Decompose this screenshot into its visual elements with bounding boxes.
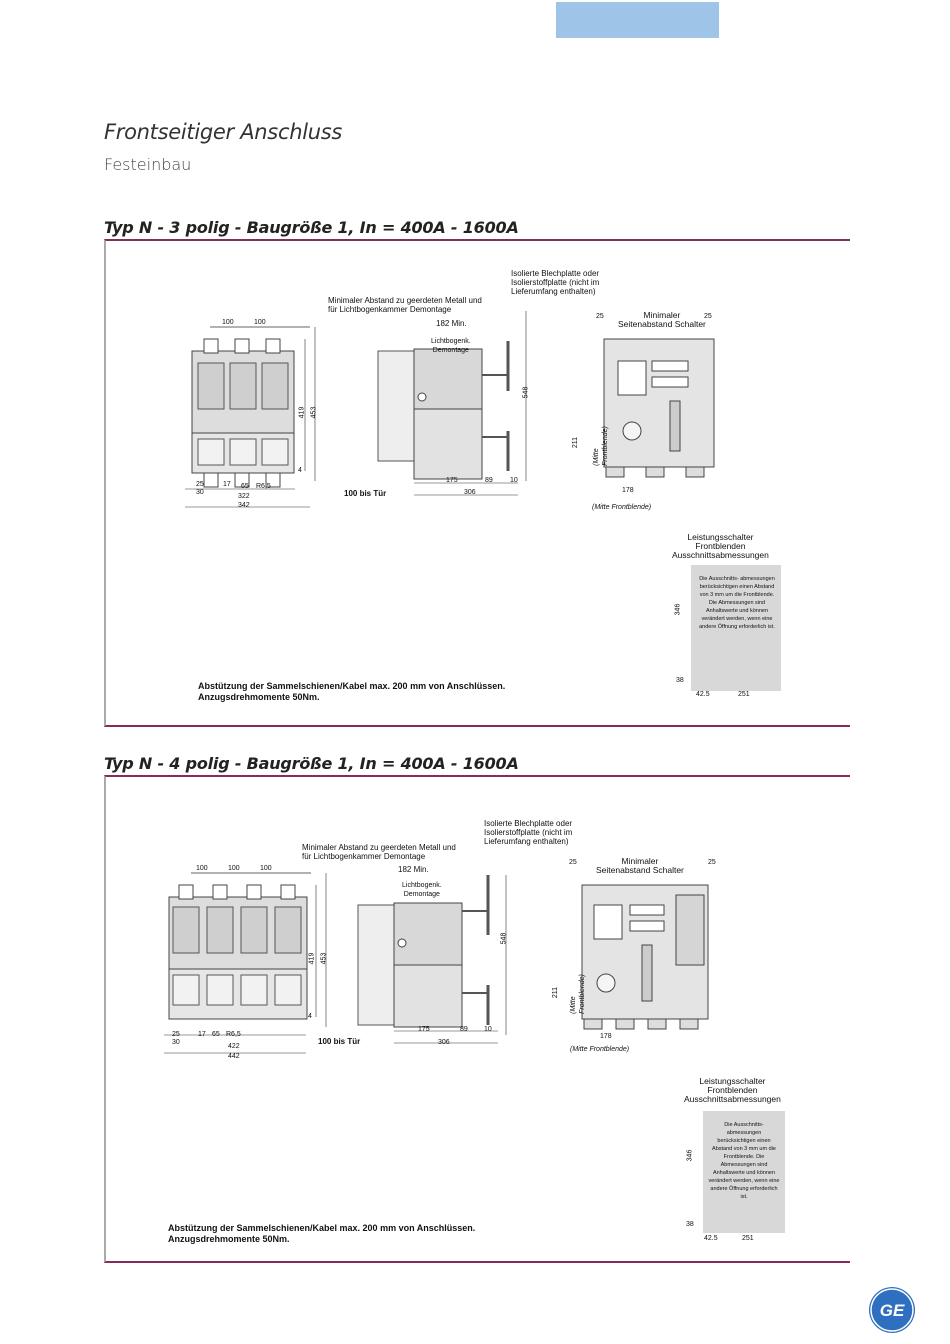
dim-width-42-4p: 42.5 — [704, 1235, 718, 1242]
breaker-front-4pole — [576, 875, 716, 1035]
label-door: 100 bis Tür — [344, 489, 387, 498]
dim-65: 65 — [241, 483, 249, 490]
dim-height-211: 211 — [572, 436, 580, 449]
ge-logo — [869, 1287, 915, 1333]
dim-pitch-1: 100 — [222, 319, 234, 326]
dim-width-178: 178 — [622, 487, 634, 494]
label-min-distance-4p: Minimaler Abstand zu geerdeten Metall und für Lichtbogenkammer Demontage — [302, 843, 456, 861]
dim-height-38: 38 — [676, 677, 684, 684]
label-insulated-plate: Isolierte Blechplatte oder Isolierstoffplatte (nicht im Lieferumfang enthalten) — [511, 269, 600, 296]
dim-radius-4p: R6,5 — [226, 1031, 241, 1038]
side-view-4pole — [348, 875, 508, 1065]
support-note: Abstützung der Sammelschienen/Kabel max. 200 mm von Anschlüssen. Anzugsdrehmomente 50Nm. — [198, 681, 506, 702]
section-title-3pole: Typ N - 3 polig - Baugröße 1, In = 400A - 1600A — [104, 218, 519, 237]
dim-175-4p: 175 — [418, 1026, 430, 1033]
dim-radius: R6,5 — [256, 483, 271, 490]
ge-logo-mark — [869, 1287, 915, 1333]
label-door-4p: 100 bis Tür — [318, 1037, 361, 1046]
dim-height-346-4p: 346 — [686, 1149, 694, 1162]
cutout-note-4p: Die Ausschnitts- abmessungen berücksichtigen einen Abstand von 3 mm um die Frontblende. Die Abmessungen sind Anhaltswerte und können verändert werden, wenn eine andere Öffnung erforderlich ist. — [708, 1122, 780, 1200]
label-mitte-vertical-4p: (Mitte Frontblende) — [569, 974, 586, 1014]
dim-width-251-4p: 251 — [742, 1235, 754, 1242]
section-title-4pole: Typ N - 4 polig - Baugröße 1, In = 400A - 1600A — [104, 754, 519, 773]
dim-height-346: 346 — [674, 603, 682, 616]
dim-height-419-4p: 419 — [308, 952, 316, 965]
front-view-4pole — [161, 867, 331, 1057]
cutout-panel — [691, 565, 781, 691]
dim-height-548-4p: 548 — [500, 932, 508, 945]
label-min-value: 182 Min. — [436, 319, 467, 328]
dim-175: 175 — [446, 477, 458, 484]
dim-17-4p: 17 — [198, 1031, 206, 1038]
dim-pitch-1-4p: 100 — [196, 865, 208, 872]
dim-306-4p: 306 — [438, 1039, 450, 1046]
label-side-distance-4p: Minimaler Seitenabstand Schalter — [596, 856, 684, 875]
dim-89-4p: 89 — [460, 1026, 468, 1033]
dim-width-inner: 322 — [238, 493, 250, 500]
label-arc-chamber: Lichtbogenk. Demontage — [431, 338, 471, 354]
header-accent-bar — [556, 2, 719, 38]
dim-pitch-2-4p: 100 — [228, 865, 240, 872]
drawing-frame-4pole — [104, 775, 850, 1263]
dim-width-outer: 342 — [238, 502, 250, 509]
dim-pitch-3-4p: 100 — [260, 865, 272, 872]
dim-side-25b-4p: 25 — [708, 859, 716, 866]
label-insulated-plate-4p: Isolierte Blechplatte oder Isolierstoffplatte (nicht im Lieferumfang enthalten) — [484, 819, 573, 846]
ge-logo-text: GE — [879, 1301, 905, 1320]
dim-10-4p: 10 — [484, 1026, 492, 1033]
dim-height-38-4p: 38 — [686, 1221, 694, 1228]
dim-width-178-4p: 178 — [600, 1033, 612, 1040]
dim-height-453: 453 — [310, 406, 318, 419]
cutout-note: Die Ausschnitts- abmessungen berücksichtigen einen Abstand von 3 mm um die Frontblende. Die Abmessungen sind Anhaltswerte und können verändert werden, wenn eine andere Öffnung erforderlich ist. — [699, 576, 775, 630]
dim-89: 89 — [485, 477, 493, 484]
label-side-distance: Minimaler Seitenabstand Schalter — [618, 310, 706, 329]
label-arc-chamber-4p: Lichtbogenk. Demontage — [402, 882, 442, 898]
dim-width-inner-4p: 422 — [228, 1043, 240, 1050]
label-mitte-vertical: (Mitte Frontblende) — [592, 426, 609, 466]
dim-width-outer-4p: 442 — [228, 1053, 240, 1060]
dim-65-4p: 65 — [212, 1031, 220, 1038]
dim-height-548: 548 — [522, 386, 530, 399]
dim-width-42: 42.5 — [696, 691, 710, 698]
label-mitte-bottom-4p: (Mitte Frontblende) — [570, 1046, 630, 1053]
page-title: Frontseitiger Anschluss — [104, 120, 343, 144]
page-subtitle: Festeinbau — [104, 155, 192, 174]
label-mitte-bottom: (Mitte Frontblende) — [592, 504, 652, 511]
label-cutout-title: Leistungsschalter Frontblenden Ausschnittsabmessungen — [672, 532, 769, 560]
drawing-frame-3pole — [104, 239, 850, 727]
dim-10: 10 — [510, 477, 518, 484]
dim-side-25a: 25 — [596, 313, 604, 320]
dim-height-453-4p: 453 — [320, 952, 328, 965]
label-cutout-title-4p: Leistungsschalter Frontblenden Ausschnittsabmessungen — [684, 1076, 781, 1104]
cutout-panel-4p — [703, 1111, 785, 1233]
dim-side-25b: 25 — [704, 313, 712, 320]
support-note-4p: Abstützung der Sammelschienen/Kabel max. 200 mm von Anschlüssen. Anzugsdrehmomente 50Nm. — [168, 1223, 476, 1244]
dim-height-211-4p: 211 — [552, 986, 560, 999]
dim-30: 30 — [196, 489, 204, 496]
dim-pitch-2: 100 — [254, 319, 266, 326]
dim-side-25a-4p: 25 — [569, 859, 577, 866]
breaker-front-3pole — [596, 321, 726, 481]
label-min-distance: Minimaler Abstand zu geerdeten Metall und für Lichtbogenkammer Demontage — [328, 296, 482, 314]
dim-17: 17 — [223, 481, 231, 488]
dim-height-419: 419 — [298, 406, 306, 419]
dim-width-251: 251 — [738, 691, 750, 698]
label-min-value-4p: 182 Min. — [398, 865, 429, 874]
dim-306: 306 — [464, 489, 476, 496]
dim-4-4p: 4 — [308, 1013, 312, 1020]
dim-25: 25 — [196, 481, 204, 488]
dim-4: 4 — [298, 467, 302, 474]
dim-25-4p: 25 — [172, 1031, 180, 1038]
dim-30-4p: 30 — [172, 1039, 180, 1046]
